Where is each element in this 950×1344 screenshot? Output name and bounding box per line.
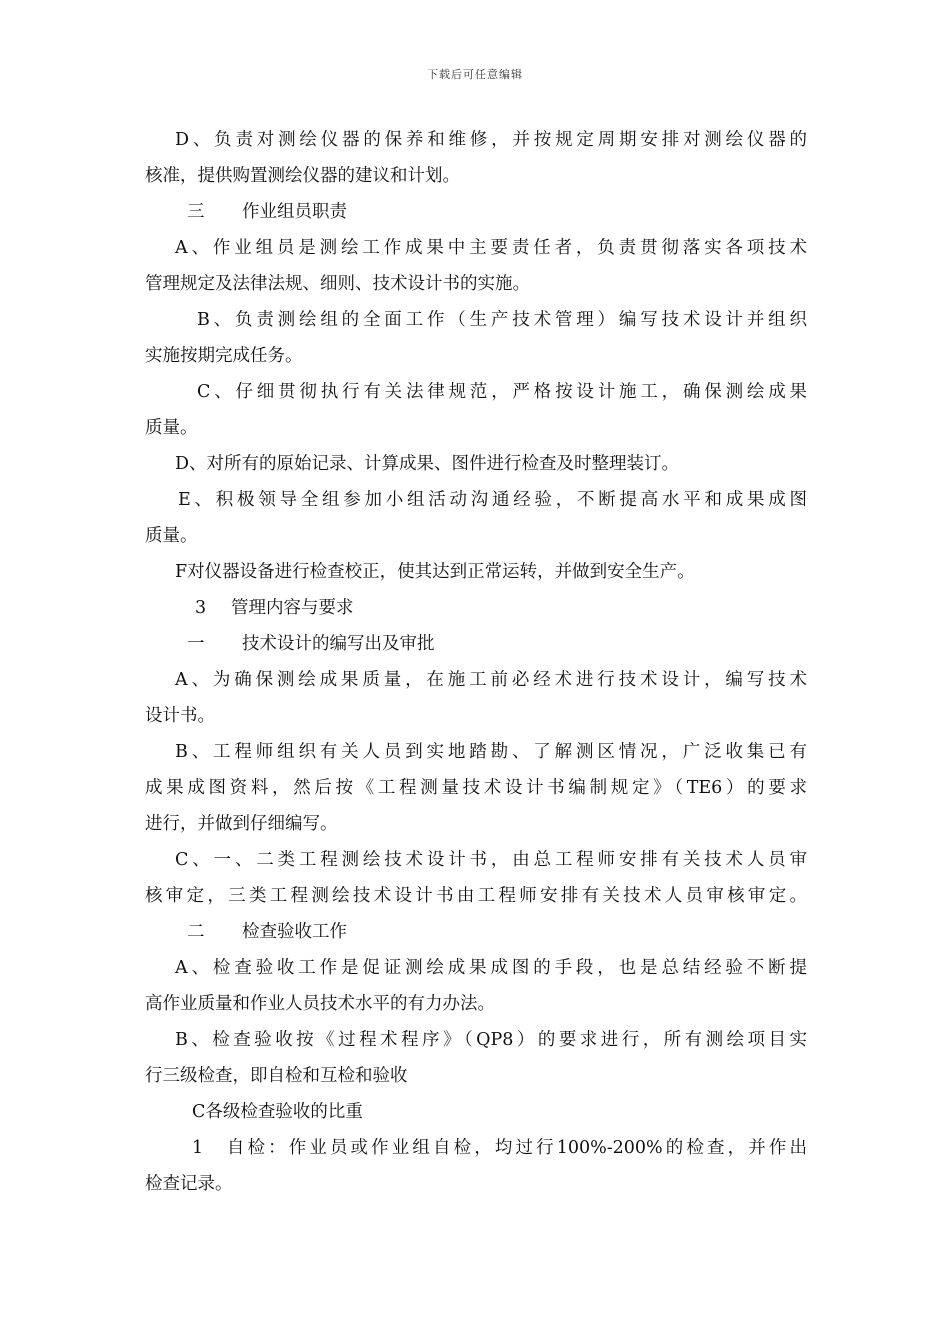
paragraph-line: A、检查验收工作是促证测绘成果成图的手段，也是总结经验不断提 <box>175 958 807 978</box>
section-title: 技术设计的编写出及审批 <box>242 634 435 654</box>
section-number: 3 <box>195 598 207 618</box>
paragraph-line: 质量。 <box>145 418 198 438</box>
document-body <box>145 122 807 1202</box>
paragraph-line: F对仪器设备进行检查校正，使其达到正常运转，并做到安全生产。 <box>175 562 695 582</box>
paragraph-line: 核准，提供购置测绘仪器的建议和计划。 <box>145 166 460 186</box>
section-number: 二 <box>187 922 205 942</box>
paragraph-line: 1 自检：作业员或作业组自检，均过行100%-200%的检查，并作出 <box>192 1138 807 1158</box>
section-title: 检查验收工作 <box>242 922 347 942</box>
paragraph-line: 检查记录。 <box>145 1174 233 1194</box>
section-number: 三 <box>187 202 205 222</box>
paragraph-line: 成果成图资料，然后按《工程测量技术设计书编制规定》（TE6）的要求 <box>145 778 807 798</box>
paragraph-line: B、负责测绘组的全面工作（生产技术管理）编写技术设计并组织 <box>197 310 807 330</box>
paragraph-line: C、一、二类工程测绘技术设计书，由总工程师安排有关技术人员审 <box>175 850 807 870</box>
paragraph-line: A、作业组员是测绘工作成果中主要责任者，负责贯彻落实各项技术 <box>175 238 807 258</box>
section-heading-main <box>145 590 807 626</box>
paragraph-line: 核审定，三类工程测绘技术设计书由工程师安排有关技术人员审核审定。 <box>145 886 807 906</box>
page-header: 下载后可任意编辑 <box>427 68 523 81</box>
paragraph-line: 高作业质量和作业人员技术水平的有力办法。 <box>145 994 495 1014</box>
section-heading-3 <box>145 194 807 230</box>
section-number: 一 <box>187 634 205 654</box>
section-heading-2 <box>145 914 807 950</box>
paragraph-line: E、积极领导全组参加小组活动沟通经验，不断提高水平和成果成图 <box>178 490 807 510</box>
section-title: 作业组员职责 <box>242 202 347 222</box>
paragraph-line: D、对所有的原始记录、计算成果、图件进行检查及时整理装订。 <box>175 454 680 474</box>
paragraph-line: B、检查验收按《过程术程序》（QP8）的要求进行，所有测绘项目实 <box>175 1030 807 1050</box>
paragraph-line: 行三级检查，即自检和互检和验收 <box>145 1066 408 1086</box>
paragraph-line: 设计书。 <box>145 706 215 726</box>
paragraph-line: D、负责对测绘仪器的保养和维修，并按规定周期安排对测绘仪器的 <box>175 130 807 150</box>
paragraph-line: C各级检查验收的比重 <box>192 1102 363 1122</box>
paragraph-line: C、仔细贯彻执行有关法律规范，严格按设计施工，确保测绘成果 <box>197 382 807 402</box>
section-heading-1 <box>145 626 807 662</box>
paragraph-line: 管理规定及法律法规、细则、技术设计书的实施。 <box>145 274 530 294</box>
paragraph-line: 实施按期完成任务。 <box>145 346 303 366</box>
paragraph-line: 质量。 <box>145 526 198 546</box>
paragraph-line: B、工程师组织有关人员到实地踏勘、了解测区情况，广泛收集已有 <box>175 742 807 762</box>
paragraph-line: A、为确保测绘成果质量，在施工前必经术进行技术设计，编写技术 <box>175 670 807 690</box>
paragraph-line: 进行，并做到仔细编写。 <box>145 814 338 834</box>
section-title: 管理内容与要求 <box>231 598 354 618</box>
